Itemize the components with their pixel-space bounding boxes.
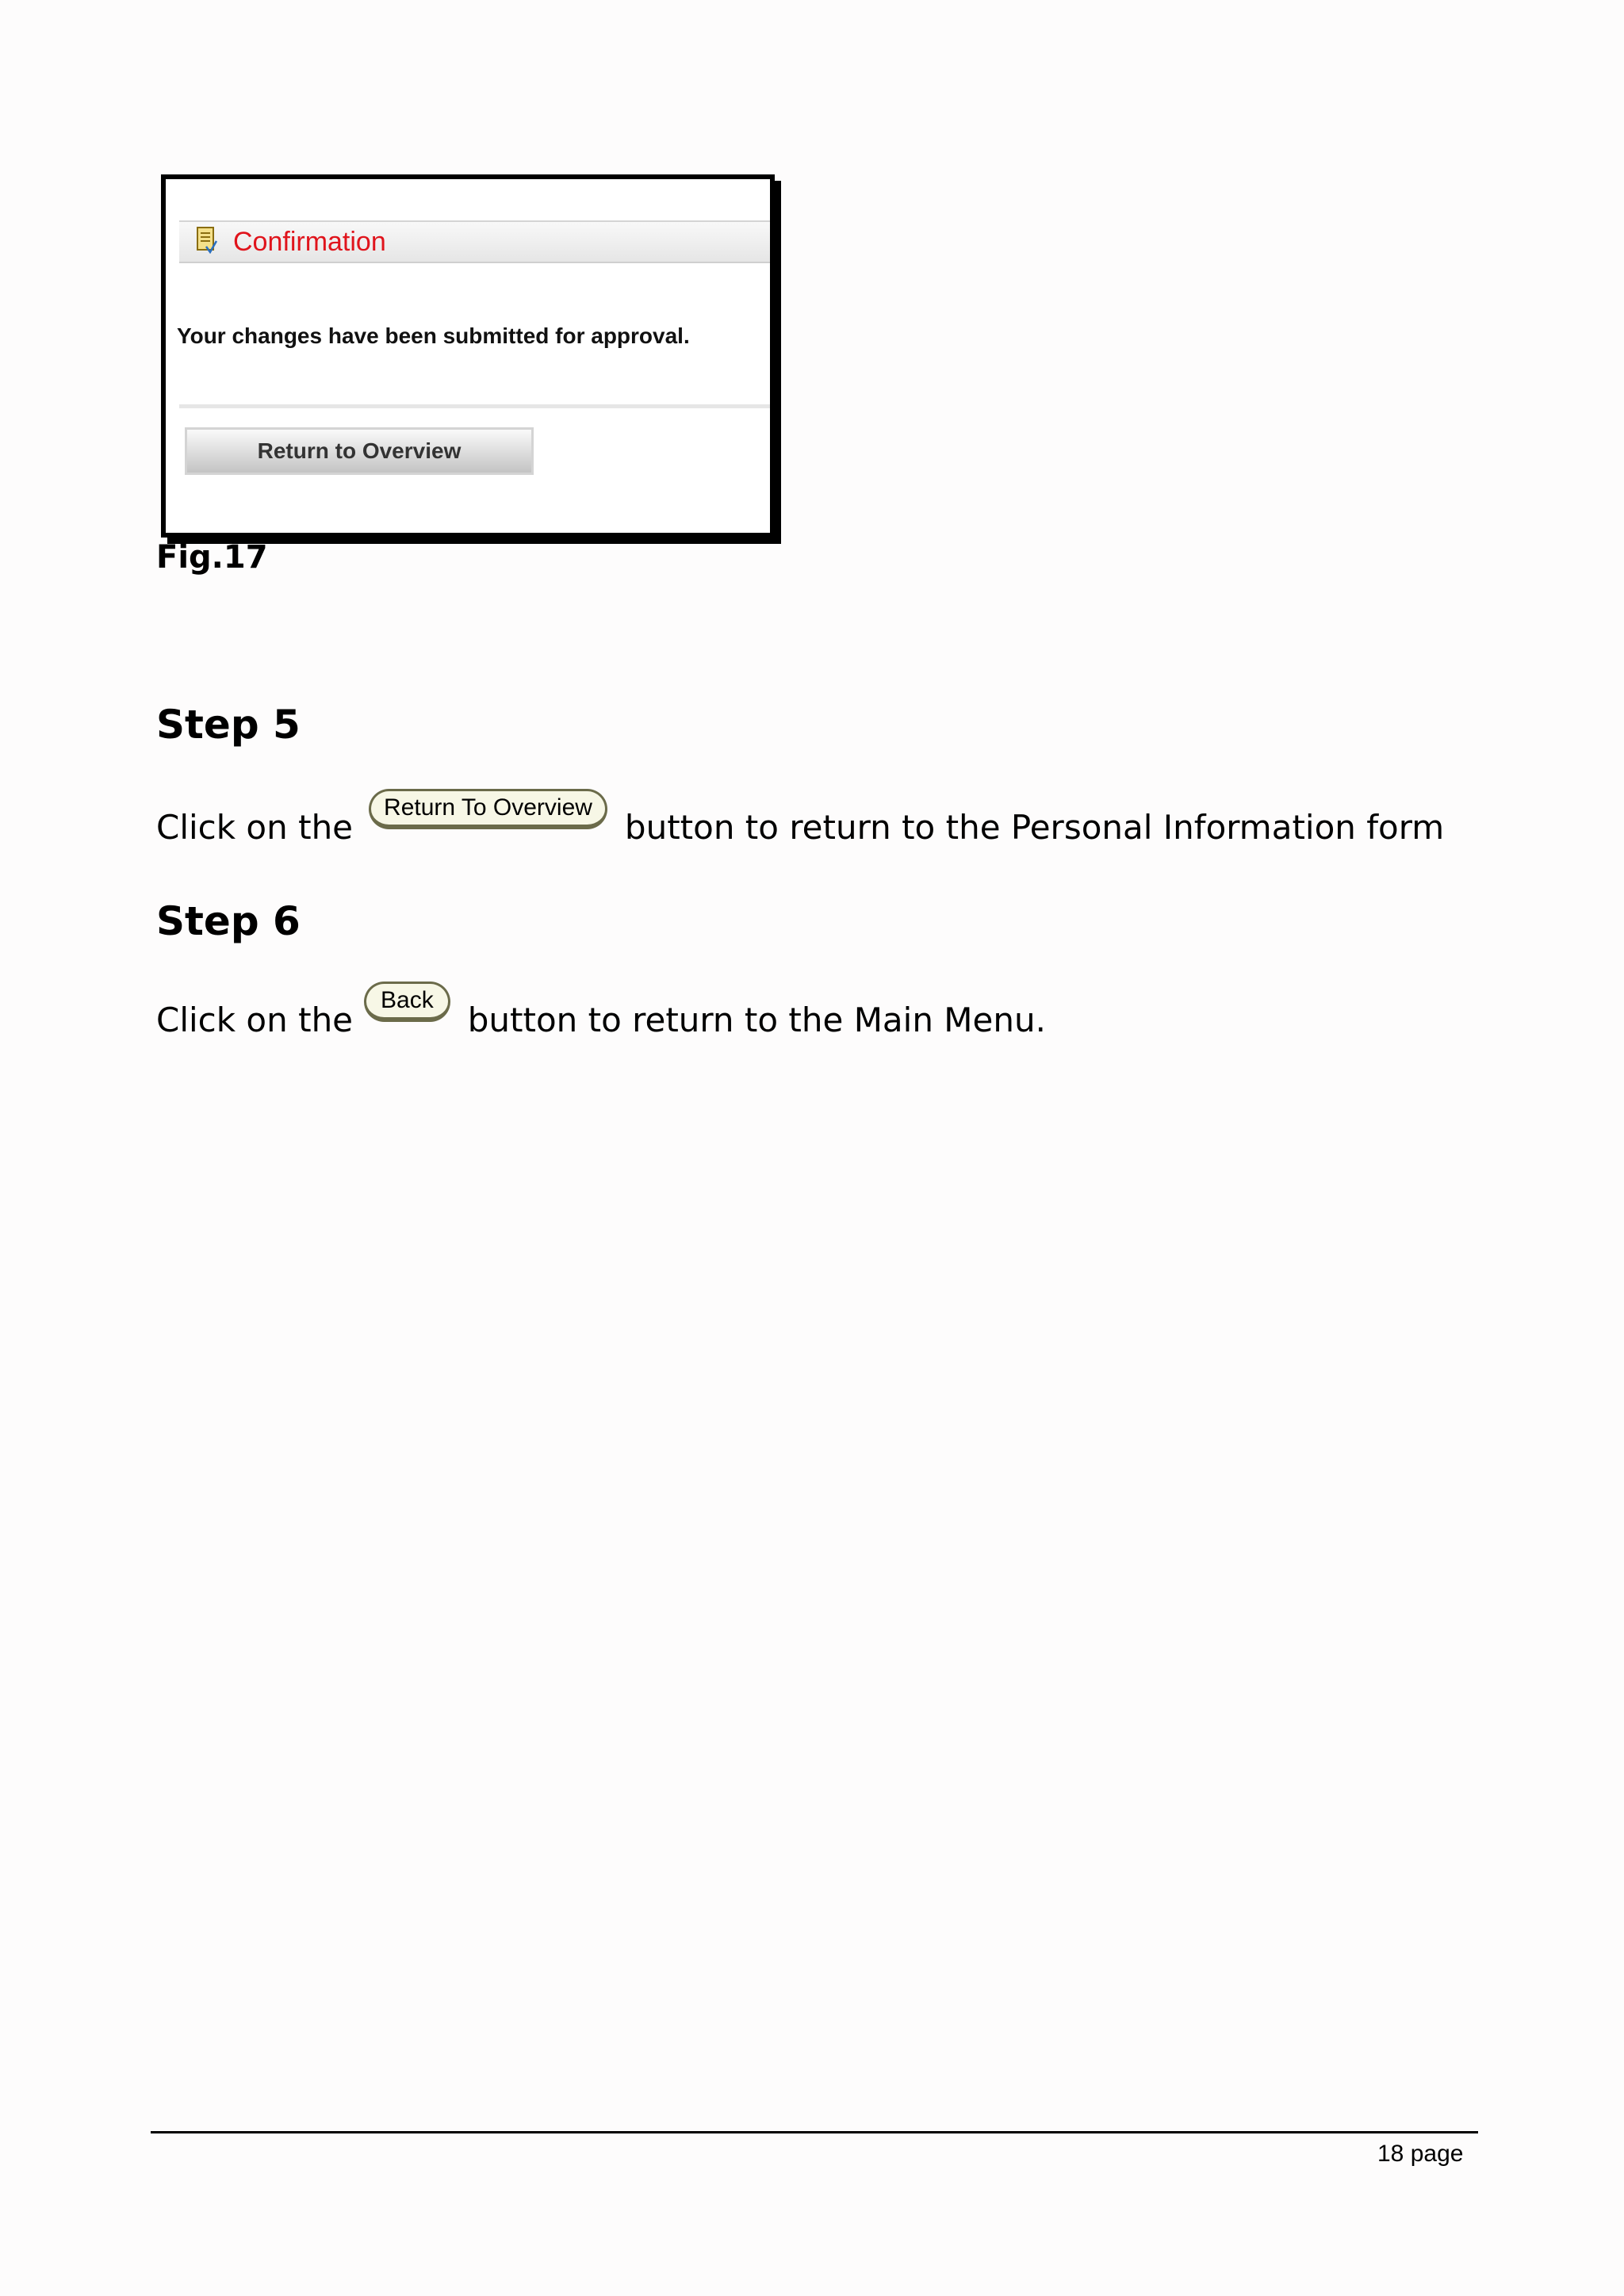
return-to-overview-button-image: Return To Overview	[369, 789, 607, 829]
step-5-heading: Step 5	[156, 702, 301, 748]
step-5-instruction	[156, 789, 1444, 847]
step-6-heading: Step 6	[156, 898, 301, 944]
page-number: 18 page	[1377, 2141, 1464, 2167]
figure-caption: Fig.17	[156, 539, 268, 576]
instruction-prefix: Click on the	[156, 808, 354, 847]
document-check-icon	[197, 227, 217, 254]
footer-divider	[151, 2131, 1478, 2133]
instruction-suffix: button to return to the Personal Information form	[624, 808, 1445, 847]
back-button-image: Back	[364, 982, 450, 1022]
instruction-prefix: Click on the	[156, 1001, 354, 1039]
step-6-instruction	[156, 982, 1046, 1039]
confirmation-screenshot	[161, 174, 775, 538]
confirmation-title: Confirmation	[233, 227, 386, 257]
confirmation-message: Your changes have been submitted for approval.	[177, 323, 690, 348]
return-to-overview-button[interactable]: Return to Overview	[185, 427, 534, 475]
instruction-suffix: button to return to the Main Menu.	[467, 1001, 1046, 1039]
divider	[179, 404, 770, 408]
confirmation-header	[179, 220, 770, 263]
